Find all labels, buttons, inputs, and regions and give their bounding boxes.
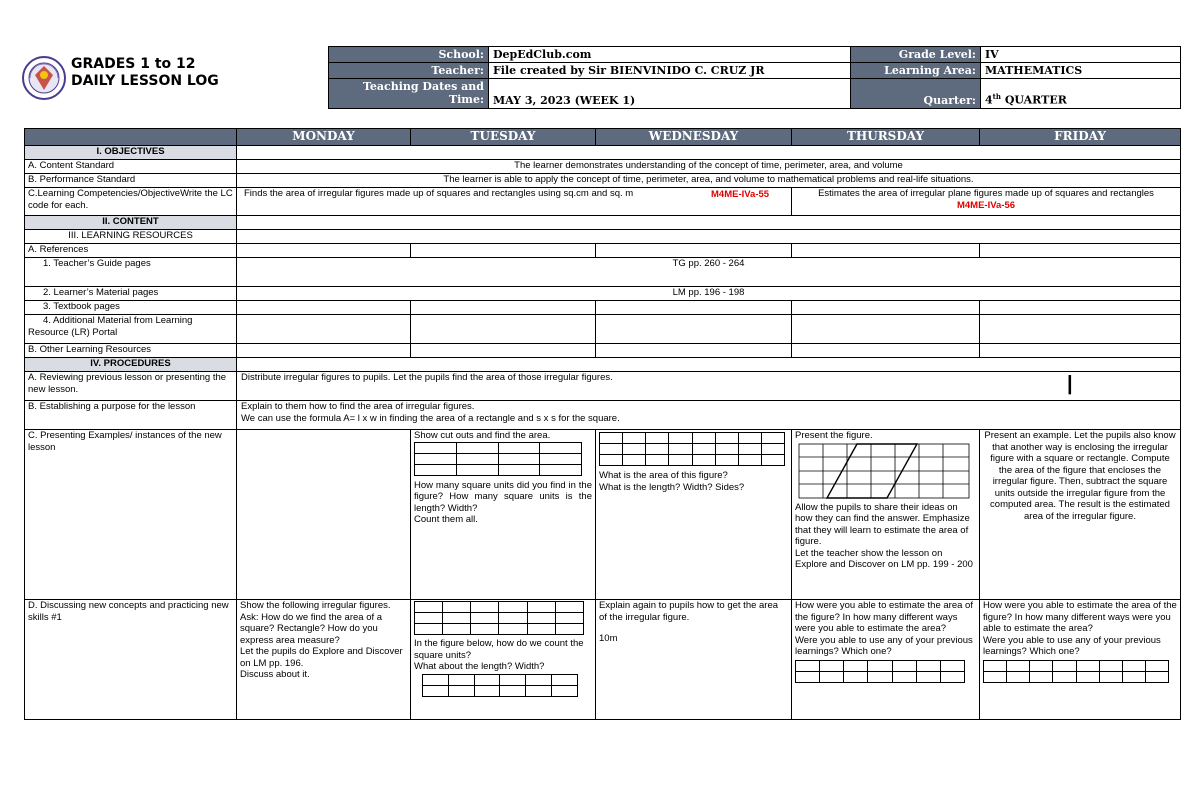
lc-mon-wed: Finds the area of irregular figures made up of squares and rectangles using sq.cm and sq. m M4ME-IVa-55 (237, 188, 792, 216)
day-wednesday: WEDNESDAY (596, 129, 792, 146)
procedure-d-friday: How were you able to estimate the area of the figure? In how many different ways were you able to estimate the area? Were you able to use any of your previous learnings? Which one? (980, 600, 1181, 720)
lc-code-56: M4ME-IVa-56 (956, 199, 1016, 211)
resources-heading: III. LEARNING RESOURCES (25, 230, 237, 244)
counting-grid (414, 601, 584, 635)
header-right-table (850, 46, 1181, 109)
additional-material-label: 4. Additional Material from Learning Resource (LR) Portal (25, 315, 237, 344)
performance-standard-label: B. Performance Standard (25, 174, 237, 188)
area-value: MATHEMATICS (981, 63, 1181, 79)
procedure-c-monday (237, 430, 411, 600)
tg-label: 1. Teacher’s Guide pages (25, 258, 237, 287)
procedure-a-text: Distribute irregular figures to pupils. Let the pupils find the area of those irregular figures. | (237, 372, 1181, 401)
page-title (71, 56, 219, 90)
lc-code-55: M4ME-IVa-55 (711, 189, 770, 200)
length-grid (422, 674, 578, 697)
title-line2: DAILY LESSON LOG (71, 73, 219, 89)
lm-label: 2. Learner’s Material pages (25, 287, 237, 301)
dates-value: MAY 3, 2023 (WEEK 1) (489, 79, 851, 109)
cutout-grid (414, 442, 582, 476)
school-label: School: (329, 47, 489, 63)
dates-label: Teaching Dates and Time: (329, 79, 489, 109)
quarter-label: Quarter: (851, 79, 981, 109)
procedures-heading: IV. PROCEDURES (25, 358, 237, 372)
performance-standard-text: The learner is able to apply the concept of time, perimeter, area, and volume to mathematical problems and real-life situations. (237, 174, 1181, 188)
content-standard-text: The learner demonstrates understanding of the concept of time, perimeter, area, and volume (237, 160, 1181, 174)
day-tuesday: TUESDAY (411, 129, 596, 146)
tg-pages: TG pp. 260 - 264 (237, 258, 1181, 287)
procedure-d-tuesday: In the figure below, how do we count the square units? What about the length? Width? (411, 600, 596, 720)
procedure-d-thursday: How were you able to estimate the area of the figure? In how many different ways were you able to estimate the area? Were you able to use any of your previous learnings? Which one? (792, 600, 980, 720)
procedure-c-thursday: Present the figure. Allow the pupils to share their ideas on how they can find the answer. Emphasize that they will learn to estimate the area of figure. Let the teacher show the lesson on Explore and Discover on LM pp. 199 - 200 (792, 430, 980, 600)
day-thursday: THURSDAY (792, 129, 980, 146)
area-grid (599, 432, 785, 466)
textbook-label: 3. Textbook pages (25, 301, 237, 315)
procedure-c-label: C. Presenting Examples/ instances of the new lesson (25, 430, 237, 600)
objectives-heading: I. OBJECTIVES (25, 146, 237, 160)
lesson-log-table (24, 128, 1181, 720)
procedure-d-monday: Show the following irregular figures. Ask: How do we find the area of a square? Rectangle? How do you express area measure? Let the pupils do Explore and Discover on LM pp. 196. Discuss about it. (237, 600, 411, 720)
quarter-value: 4th QUARTER (981, 79, 1181, 109)
content-heading: II. CONTENT (25, 216, 237, 230)
procedure-a-label: A. Reviewing previous lesson or presenting the new lesson. (25, 372, 237, 401)
corner-cell (25, 129, 237, 146)
grade-value: IV (981, 47, 1181, 63)
lm-pages: LM pp. 196 - 198 (237, 287, 1181, 301)
deped-seal-logo (22, 47, 66, 109)
other-resources-label: B. Other Learning Resources (25, 344, 237, 358)
teacher-label: Teacher: (329, 63, 489, 79)
procedure-b-label: B. Establishing a purpose for the lesson (25, 401, 237, 430)
teacher-value: File created by Sir BIENVINIDO C. CRUZ JR (489, 63, 851, 79)
content-standard-label: A. Content Standard (25, 160, 237, 174)
references-label: A. References (25, 244, 237, 258)
stray-mark: | (1067, 373, 1073, 395)
area-label: Learning Area: (851, 63, 981, 79)
title-line1: GRADES 1 to 12 (71, 56, 196, 72)
day-friday: FRIDAY (980, 129, 1181, 146)
procedure-b-text: Explain to them how to find the area of irregular figures. We can use the formula A= l x w in finding the area of a rectangle and s x s for the square. (237, 401, 1181, 430)
estimate-grid-friday (983, 660, 1169, 683)
lc-label: C.Learning Competencies/ObjectiveWrite the LC code for each. (25, 188, 237, 216)
procedure-c-wednesday: What is the area of this figure? What is the length? Width? Sides? (596, 430, 792, 600)
day-monday: MONDAY (237, 129, 411, 146)
lc-thu-fri: Estimates the area of irregular plane figures made up of squares and rectangles M4ME-IVa-56 (792, 188, 1181, 216)
parallelogram-grid-figure (797, 442, 973, 500)
procedure-c-tuesday: Show cut outs and find the area. How many square units did you find in the figure? How many square units is the length? Width? Count them all. (411, 430, 596, 600)
school-value: DepEdClub.com (489, 47, 851, 63)
estimate-grid-thursday (795, 660, 965, 683)
procedure-c-friday: Present an example. Let the pupils also know that another way is enclosing the irregular figure with a square or rectangle. Compute the area of the figure that encloses the irregular figure. Then, subtract the square units outside the irregular figure from the computed area. The result is the estimated area of the irregular figure. (980, 430, 1181, 600)
procedure-d-label: D. Discussing new concepts and practicing new skills #1 (25, 600, 237, 720)
grade-label: Grade Level: (851, 47, 981, 63)
procedure-d-wednesday: Explain again to pupils how to get the area of the irregular figure. 10m (596, 600, 792, 720)
header-left-table (328, 46, 851, 109)
